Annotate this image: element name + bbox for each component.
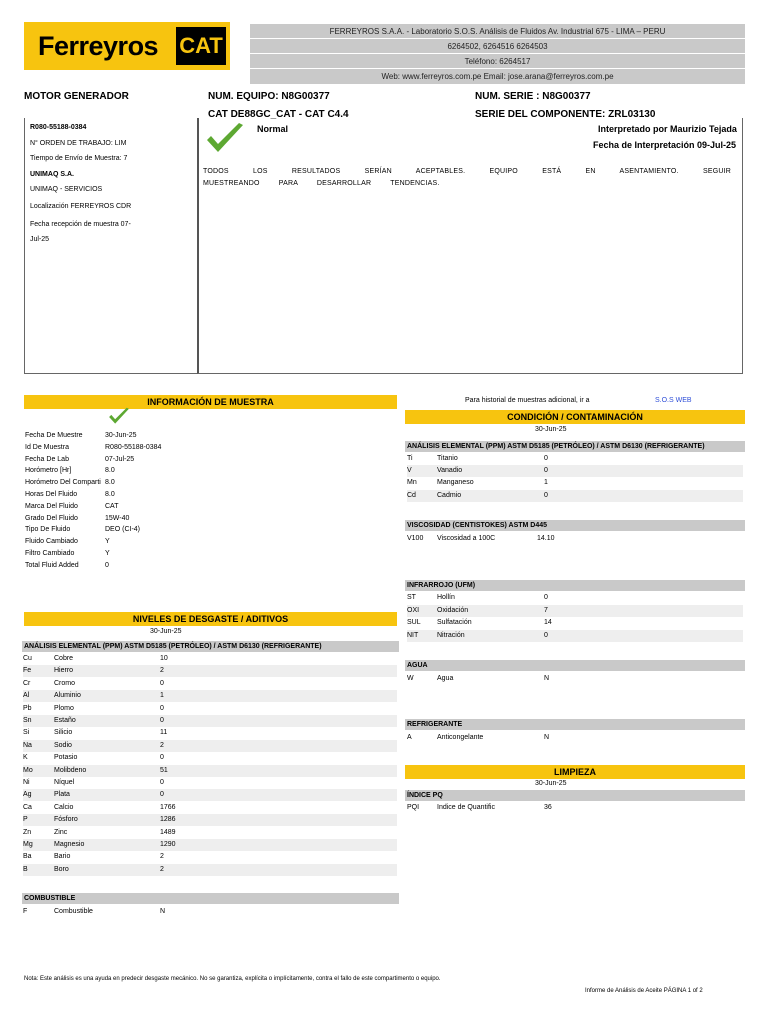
row-label: Manganeso <box>437 479 474 487</box>
row-value: 15W-40 <box>105 514 130 522</box>
row-label: Potasio <box>54 754 78 762</box>
table-row <box>25 524 195 536</box>
table-row <box>23 653 397 665</box>
table-row <box>407 477 743 489</box>
lab-phones: 6264502, 6264516 6264503 <box>447 42 548 51</box>
table-row <box>23 727 397 739</box>
row-value: CAT <box>105 502 119 510</box>
row-code: Cd <box>407 491 416 499</box>
table-row <box>23 678 397 690</box>
row-code: B <box>23 865 28 873</box>
interpretation-comment: TODOS LOS RESULTADOS SERÍAN ACEPTABLES. EQUIPO ESTÁ EN ASENTAMIENTO. SEGUIR MUESTREANDO PARA DESARROLLAR TENDENCIAS. <box>203 168 731 187</box>
row-value: R080-55188-0384 <box>105 443 162 451</box>
row-code: Fecha De Muestre <box>25 432 83 439</box>
table-row <box>407 490 743 502</box>
row-label: Hierro <box>54 667 74 675</box>
check-icon <box>108 407 130 426</box>
row-code: Na <box>23 741 32 749</box>
row-code: Ba <box>23 853 32 861</box>
row-code: Fecha De Lab <box>25 455 69 463</box>
row-code: Cr <box>23 679 31 687</box>
table-row <box>23 789 397 801</box>
row-label: Sodio <box>54 741 72 749</box>
viscosity-title: VISCOSIDAD (CENTISTOKES) ASTM D445 <box>405 520 745 531</box>
logo-text: Ferreyros <box>38 31 159 61</box>
row-label: Oxidación <box>437 606 469 614</box>
table-row <box>23 752 397 764</box>
row-value: 8.0 <box>105 479 115 487</box>
row-value: 2 <box>160 741 164 749</box>
row-code: F <box>23 908 28 915</box>
row-label: Indice de Quantific <box>437 804 495 811</box>
row-label: Titanio <box>437 455 458 462</box>
table-row <box>407 732 743 744</box>
table-row <box>407 592 743 604</box>
table-row <box>23 665 397 677</box>
row-value: 0 <box>544 491 548 499</box>
row-value: N <box>544 734 550 741</box>
row-label: Bario <box>54 853 71 861</box>
wear-date: 30-Jun-25 <box>150 628 182 635</box>
row-value: 11 <box>160 729 168 737</box>
row-code: NIT <box>407 631 419 639</box>
row-code: Sn <box>23 717 32 724</box>
row-label: Sulfatación <box>437 619 472 626</box>
condition-title: CONDICIÓN / CONTAMINACIÓN <box>405 410 745 424</box>
row-value: 0 <box>544 594 548 601</box>
table-row <box>25 560 195 572</box>
table-row <box>407 533 743 545</box>
table-row <box>23 703 397 715</box>
equipment-model: CAT DE88GC_CAT - CAT C4.4 <box>208 109 349 120</box>
row-value: 07-Jul-25 <box>105 455 135 463</box>
row-value: 51 <box>160 766 168 774</box>
row-value: N <box>544 675 550 682</box>
table-row <box>23 839 397 851</box>
table-row <box>25 489 195 501</box>
row-label: Estaño <box>54 717 76 724</box>
work-order: N° ORDEN DE TRABAJO: LIM <box>30 140 127 147</box>
table-row <box>407 802 743 814</box>
row-code: Grado Del Fluido <box>25 514 78 522</box>
row-code: Horómetro [Hr] <box>25 467 72 475</box>
row-code: Mg <box>23 841 33 848</box>
cat-logo: CAT <box>176 27 226 65</box>
table-row <box>23 802 397 814</box>
row-value: 10 <box>160 655 168 662</box>
row-value: 0 <box>160 754 164 762</box>
row-code: Ni <box>23 779 30 786</box>
row-label: Fósforo <box>54 816 78 824</box>
lab-telephone: Teléfono: 6264517 <box>464 57 531 66</box>
interpretation-box <box>197 118 743 374</box>
row-label: Boro <box>54 865 69 873</box>
row-label: Anticongelante <box>437 734 484 741</box>
row-label: Viscosidad a 100C <box>437 535 496 542</box>
wear-subtitle: ANÁLISIS ELEMENTAL (PPM) ASTM D5185 (PETRÓLEO) / ASTM D6130 (REFRIGERANTE) <box>22 641 399 652</box>
serie-componente: SERIE DEL COMPONENTE: ZRL03130 <box>475 109 656 120</box>
reception-date-line1: Fecha recepción de muestra 07- <box>30 221 131 228</box>
table-row <box>25 454 195 466</box>
num-serie: NUM. SERIE : N8G00377 <box>475 91 591 102</box>
table-row <box>23 814 397 826</box>
row-label: Zinc <box>54 828 68 836</box>
row-code: W <box>407 675 414 682</box>
table-row <box>25 477 195 489</box>
table-row <box>25 465 195 477</box>
row-value: 0 <box>160 779 164 786</box>
lab-web-email: Web: www.ferreyros.com.pe Email: jose.arana@ferreyros.com.pe <box>381 72 614 81</box>
water-title: AGUA <box>405 660 745 671</box>
history-text: Para historial de muestras adicional, ir a <box>465 397 590 404</box>
wear-title: NIVELES DE DESGASTE / ADITIVOS <box>24 612 397 626</box>
table-row <box>23 777 397 789</box>
row-code: Fe <box>23 667 32 675</box>
row-label: Hollín <box>437 594 455 601</box>
shipping-time: Tiempo de Envío de Muestra: 7 <box>30 155 128 162</box>
row-value: 0 <box>160 704 164 712</box>
row-code: SUL <box>407 619 421 626</box>
row-code: V <box>407 467 412 475</box>
table-row <box>25 513 195 525</box>
row-label: Magnesio <box>54 841 85 848</box>
sos-web-link[interactable]: S.O.S WEB <box>655 397 692 404</box>
table-row <box>23 715 397 727</box>
row-code: Mn <box>407 479 417 487</box>
row-value: 0 <box>544 631 548 639</box>
row-value: N <box>160 908 166 915</box>
table-row <box>25 442 195 454</box>
row-code: Marca Del Fluido <box>25 502 78 510</box>
table-row <box>407 465 743 477</box>
row-value: Y <box>105 550 110 557</box>
location: Localización FERREYROS CDR <box>30 203 132 210</box>
row-label: Agua <box>437 675 454 682</box>
row-value: 1489 <box>160 828 176 836</box>
pq-index-title: ÍNDICE PQ <box>405 790 745 801</box>
row-value: 2 <box>160 667 164 675</box>
cleanliness-title: LIMPIEZA <box>405 765 745 779</box>
row-code: Fluido Cambiado <box>25 538 78 546</box>
client-name: UNIMAQ S.A. <box>30 171 74 178</box>
sample-id: R080-55188-0384 <box>30 124 87 131</box>
page-indicator: Informe de Análisis de Aceite PÁGINA 1 of 2 <box>585 988 703 994</box>
row-code: Cu <box>23 655 32 662</box>
row-value: 14 <box>544 619 552 626</box>
row-value: 1 <box>544 479 548 487</box>
lab-address: FERREYROS S.A.A. - Laboratorio S.O.S. Análisis de Fluidos Av. Industrial 675 - LIMA – PERU <box>329 27 666 36</box>
row-code: Al <box>23 692 30 700</box>
row-code: Horas Del Fluido <box>25 491 78 498</box>
condition-date: 30-Jun-25 <box>535 426 567 433</box>
num-equipo: NUM. EQUIPO: N8G00377 <box>208 91 330 102</box>
table-row <box>23 864 397 876</box>
row-code: Total Fluid Added <box>25 561 79 569</box>
row-value: 1 <box>160 692 164 700</box>
row-label: Plomo <box>54 704 74 712</box>
row-value: 1290 <box>160 841 176 848</box>
row-value: 2 <box>160 853 164 861</box>
table-row <box>23 906 397 918</box>
row-value: 14.10 <box>537 535 555 542</box>
row-label: Cadmio <box>437 491 462 499</box>
footer-note: Nota: Este análisis es una ayuda en predecir desgaste mecánico. No se garantiza, explícita o implícitamente, contra el fallo de este compartimento o equipo. <box>24 976 441 982</box>
table-row <box>407 673 743 685</box>
row-value: 1286 <box>160 816 176 824</box>
row-label: Vanadio <box>437 467 463 475</box>
table-row <box>25 536 195 548</box>
row-label: Silicio <box>54 729 73 737</box>
row-value: 8.0 <box>105 467 115 475</box>
row-label: Combustible <box>54 908 93 915</box>
row-label: Molibdeno <box>54 766 87 774</box>
status-label: Normal <box>257 124 289 134</box>
row-code: Ca <box>23 803 32 811</box>
row-code: Filtro Cambiado <box>25 550 75 557</box>
ferreyros-logo <box>24 22 230 70</box>
condition-subtitle: ANÁLISIS ELEMENTAL (PPM) ASTM D5185 (PETRÓLEO) / ASTM D6130 (REFRIGERANTE) <box>405 441 745 452</box>
row-value: Y <box>105 538 110 546</box>
row-code: V100 <box>407 535 424 542</box>
row-code: Tipo De Fluido <box>25 526 71 534</box>
row-value: 36 <box>544 804 552 811</box>
row-value: 0 <box>544 455 548 462</box>
table-row <box>25 548 195 560</box>
row-label: Níquel <box>54 779 75 786</box>
interpretation-date: Fecha de Interpretación 09-Jul-25 <box>593 140 737 150</box>
row-value: 8.0 <box>105 491 115 498</box>
row-label: Cromo <box>54 679 76 687</box>
row-value: DEO (CI-4) <box>105 526 140 534</box>
row-code: P <box>23 816 28 824</box>
table-row <box>23 765 397 777</box>
equipment-type: MOTOR GENERADOR <box>24 91 129 102</box>
row-code: Zn <box>23 828 32 836</box>
coolant-title: REFRIGERANTE <box>405 719 745 730</box>
row-code: K <box>23 754 28 762</box>
row-code: Horómetro Del Comparti <box>25 479 101 487</box>
row-label: Plata <box>54 791 70 799</box>
row-label: Cobre <box>54 655 74 662</box>
row-label: Calcio <box>54 803 74 811</box>
table-row <box>23 690 397 702</box>
row-code: ST <box>407 594 416 601</box>
cleanliness-date: 30-Jun-25 <box>535 780 567 787</box>
row-code: OXI <box>407 606 420 614</box>
row-code: Ti <box>407 455 413 462</box>
row-value: 0 <box>160 717 164 724</box>
row-value: 2 <box>160 865 164 873</box>
table-row <box>25 430 195 442</box>
table-row <box>407 630 743 642</box>
row-code: PQI <box>407 804 420 811</box>
table-row <box>23 827 397 839</box>
row-value: 7 <box>544 606 548 614</box>
row-code: Mo <box>23 766 33 774</box>
row-value: 0 <box>105 561 109 569</box>
fuel-title: COMBUSTIBLE <box>22 893 399 904</box>
table-row <box>407 453 743 465</box>
row-code: A <box>407 734 412 741</box>
row-code: Pb <box>23 704 32 712</box>
row-label: Aluminio <box>54 692 81 700</box>
row-code: Id De Muestra <box>25 443 69 451</box>
table-row <box>23 740 397 752</box>
table-row <box>23 851 397 863</box>
table-row <box>407 617 743 629</box>
row-label: Nitración <box>437 631 465 639</box>
table-row <box>25 501 195 513</box>
row-code: Ag <box>23 791 32 799</box>
client-division: UNIMAQ - SERVICIOS <box>30 186 103 193</box>
infrared-title: INFRARROJO (UFM) <box>405 580 745 591</box>
row-value: 1766 <box>160 803 176 811</box>
check-icon <box>205 122 245 156</box>
reception-date-line2: Jul-25 <box>30 236 50 243</box>
row-value: 30-Jun-25 <box>105 432 137 439</box>
row-value: 0 <box>160 791 164 799</box>
row-value: 0 <box>160 679 164 687</box>
interpreted-by: Interpretado por Maurizio Tejada <box>598 124 737 134</box>
table-row <box>407 605 743 617</box>
row-value: 0 <box>544 467 548 475</box>
sample-info-title: INFORMACIÓN DE MUESTRA <box>24 395 397 409</box>
row-code: Si <box>23 729 30 737</box>
